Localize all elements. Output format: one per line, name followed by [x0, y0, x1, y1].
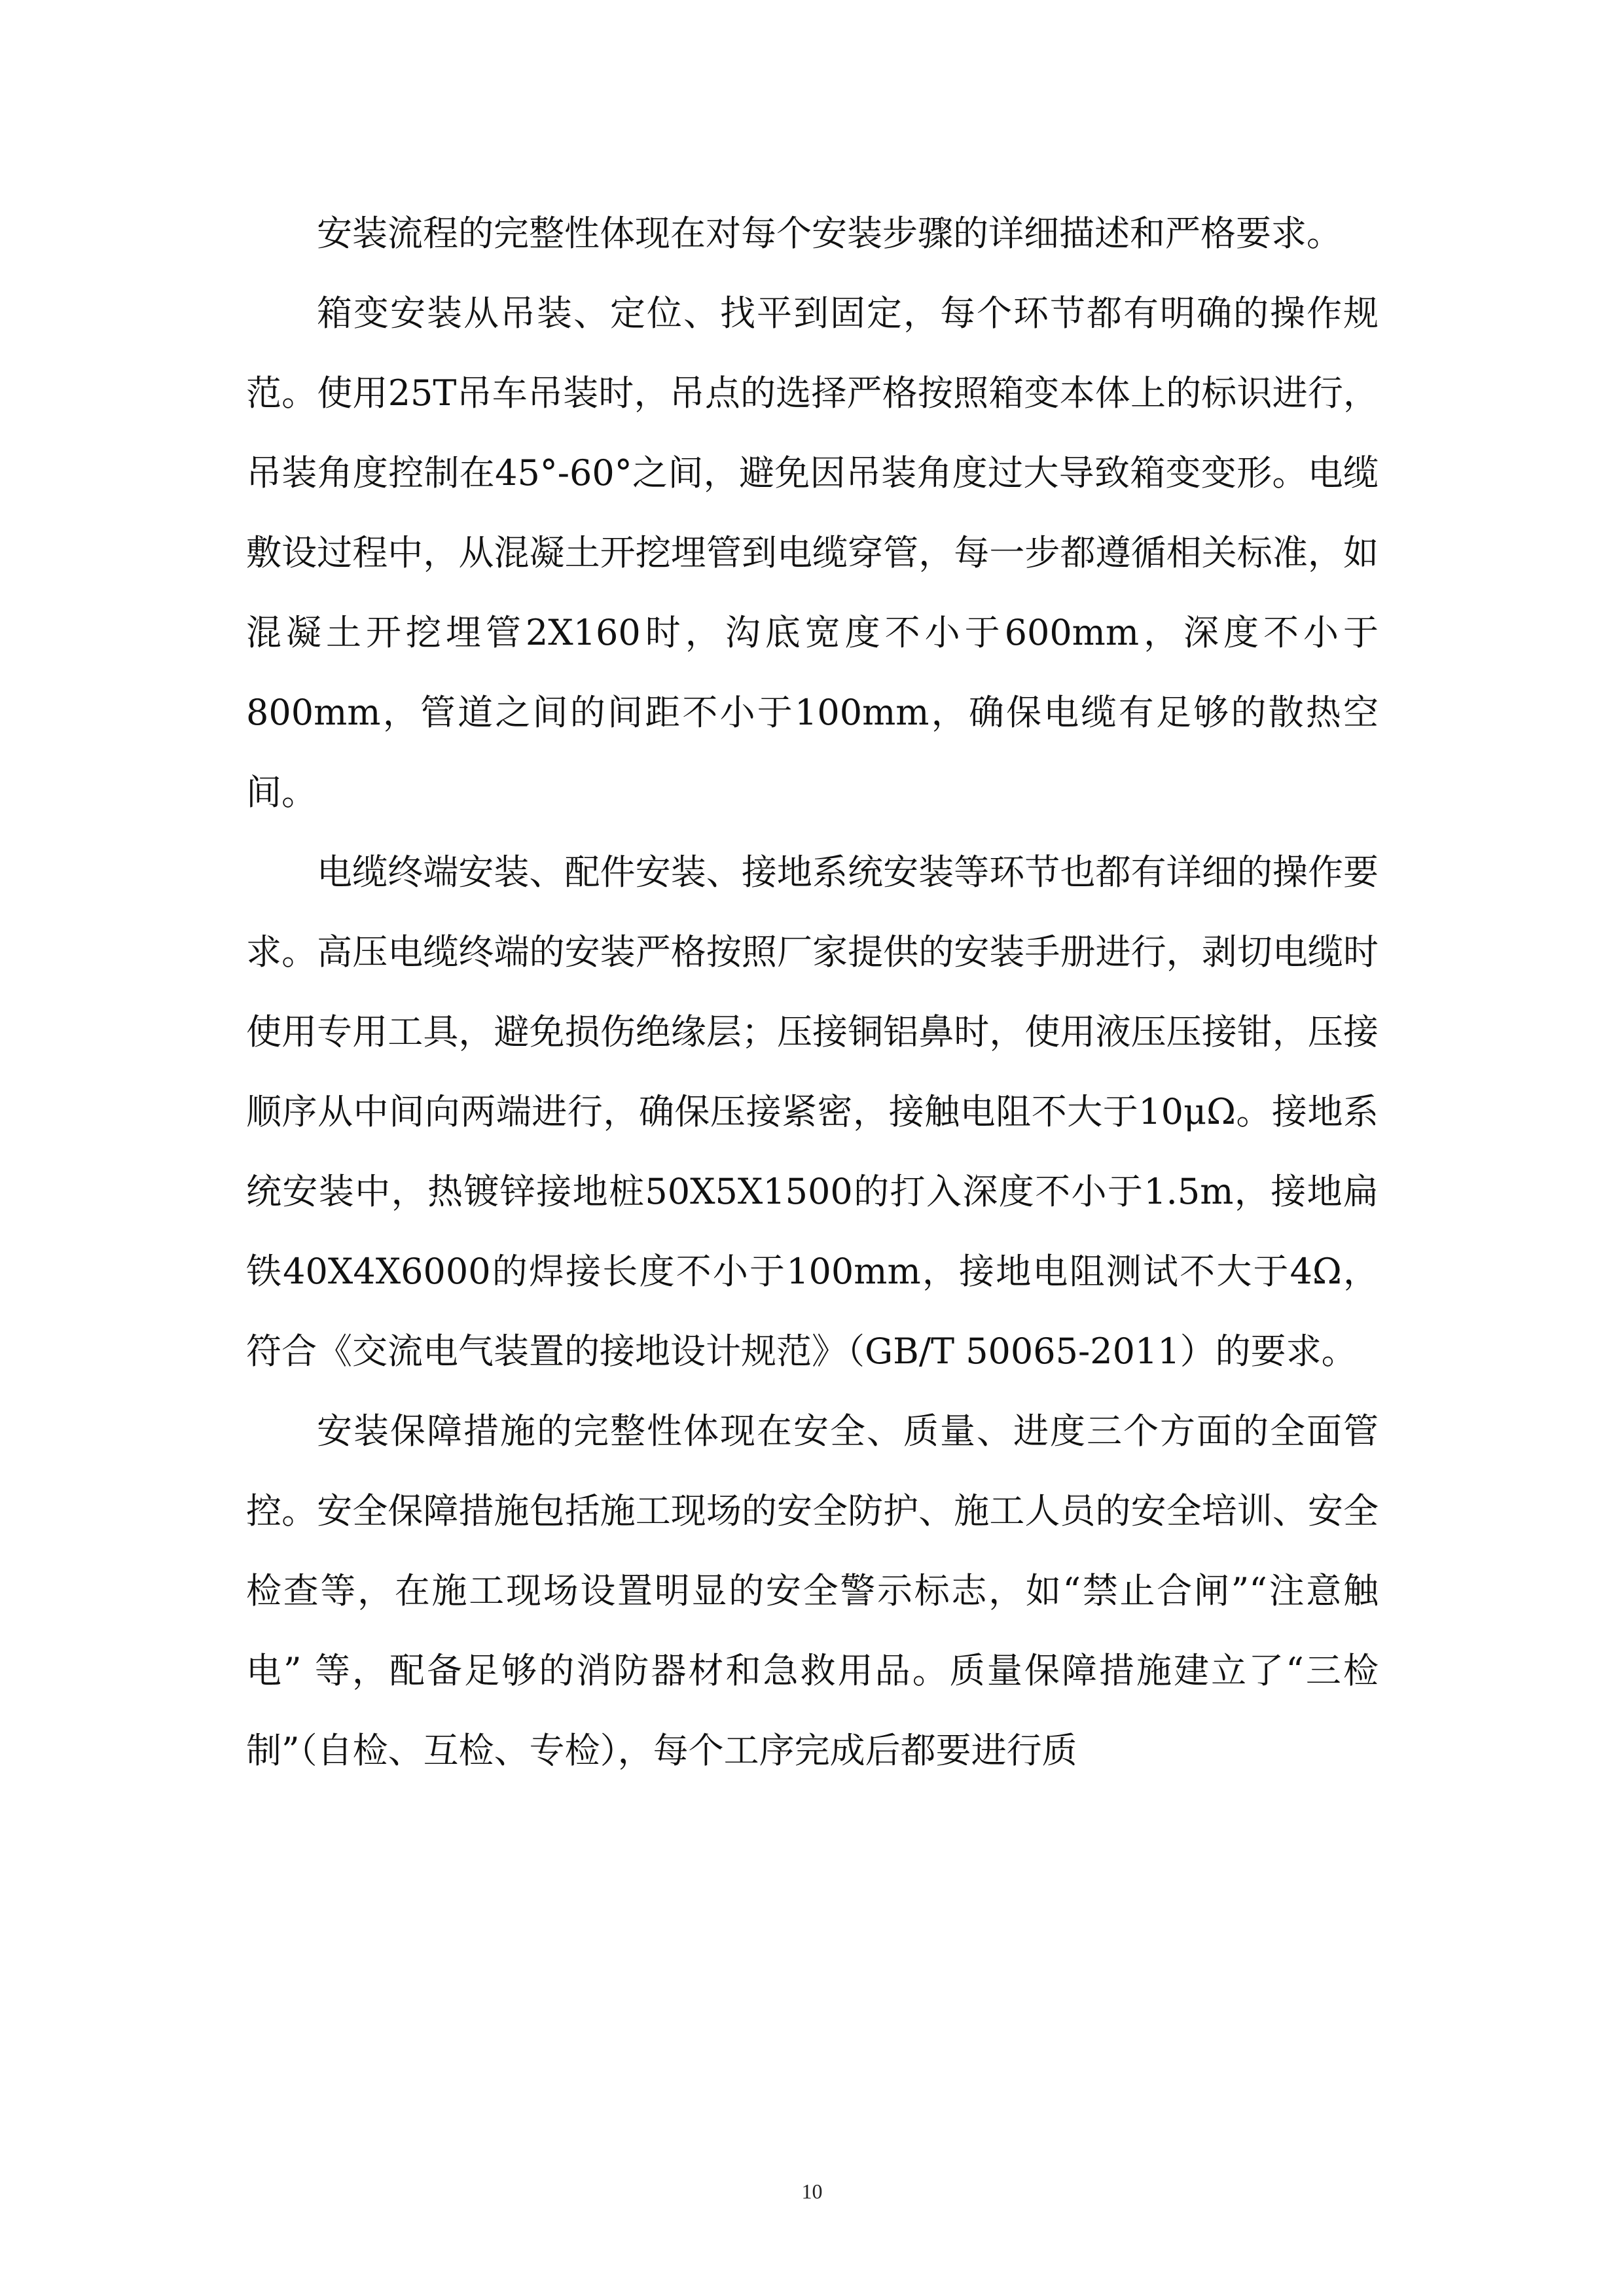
page-number: 10 [801, 2179, 823, 2203]
paragraph-4: 安装保障措施的完整性体现在安全、质量、进度三个方面的全面管控。安全保障措施包括施工现场的安全防护、施工人员的安全培训、安全检查等，在施工现场设置明显的安全警示标志，如“禁止合闸”“注意触电” 等，配备足够的消防器材和急救用品。质量保障措施建立了“三检制”（自检、互检、专检），每个工序完成后都要进行质 [246, 1410, 1379, 1771]
body-text [246, 194, 1379, 1791]
paragraph-3: 电缆终端安装、配件安装、接地系统安装等环节也都有详细的操作要求。高压电缆终端的安装严格按照厂家提供的安装手册进行，剥切电缆时使用专用工具，避免损伤绝缘层；压接铜铝鼻时，使用液压压接钳，压接顺序从中间向两端进行，确保压接紧密，接触电阻不大于10μΩ。接地系统安装中，热镀锌接地桩50X5X1500的打入深度不小于1.5m，接地扁铁40X4X6000的焊接长度不小于100mm，接地电阻测试不大于4Ω，符合《交流电气装置的接地设计规范》（GB/T 50065-2011）的要求。 [246, 852, 1379, 1372]
paragraph-2: 箱变安装从吊装、定位、找平到固定，每个环节都有明确的操作规范。使用25T吊车吊装时，吊点的选择严格按照箱变本体上的标识进行，吊装角度控制在45°-60°之间，避免因吊装角度过大导致箱变变形。电缆敷设过程中，从混凝土开挖埋管到电缆穿管，每一步都遵循相关标准，如混凝土开挖埋管2X160时，沟底宽度不小于600mm，深度不小于800mm，管道之间的间距不小于100mm，确保电缆有足够的散热空间。 [246, 293, 1379, 813]
paragraph-1: 安装流程的完整性体现在对每个安装步骤的详细描述和严格要求。 [317, 213, 1342, 254]
